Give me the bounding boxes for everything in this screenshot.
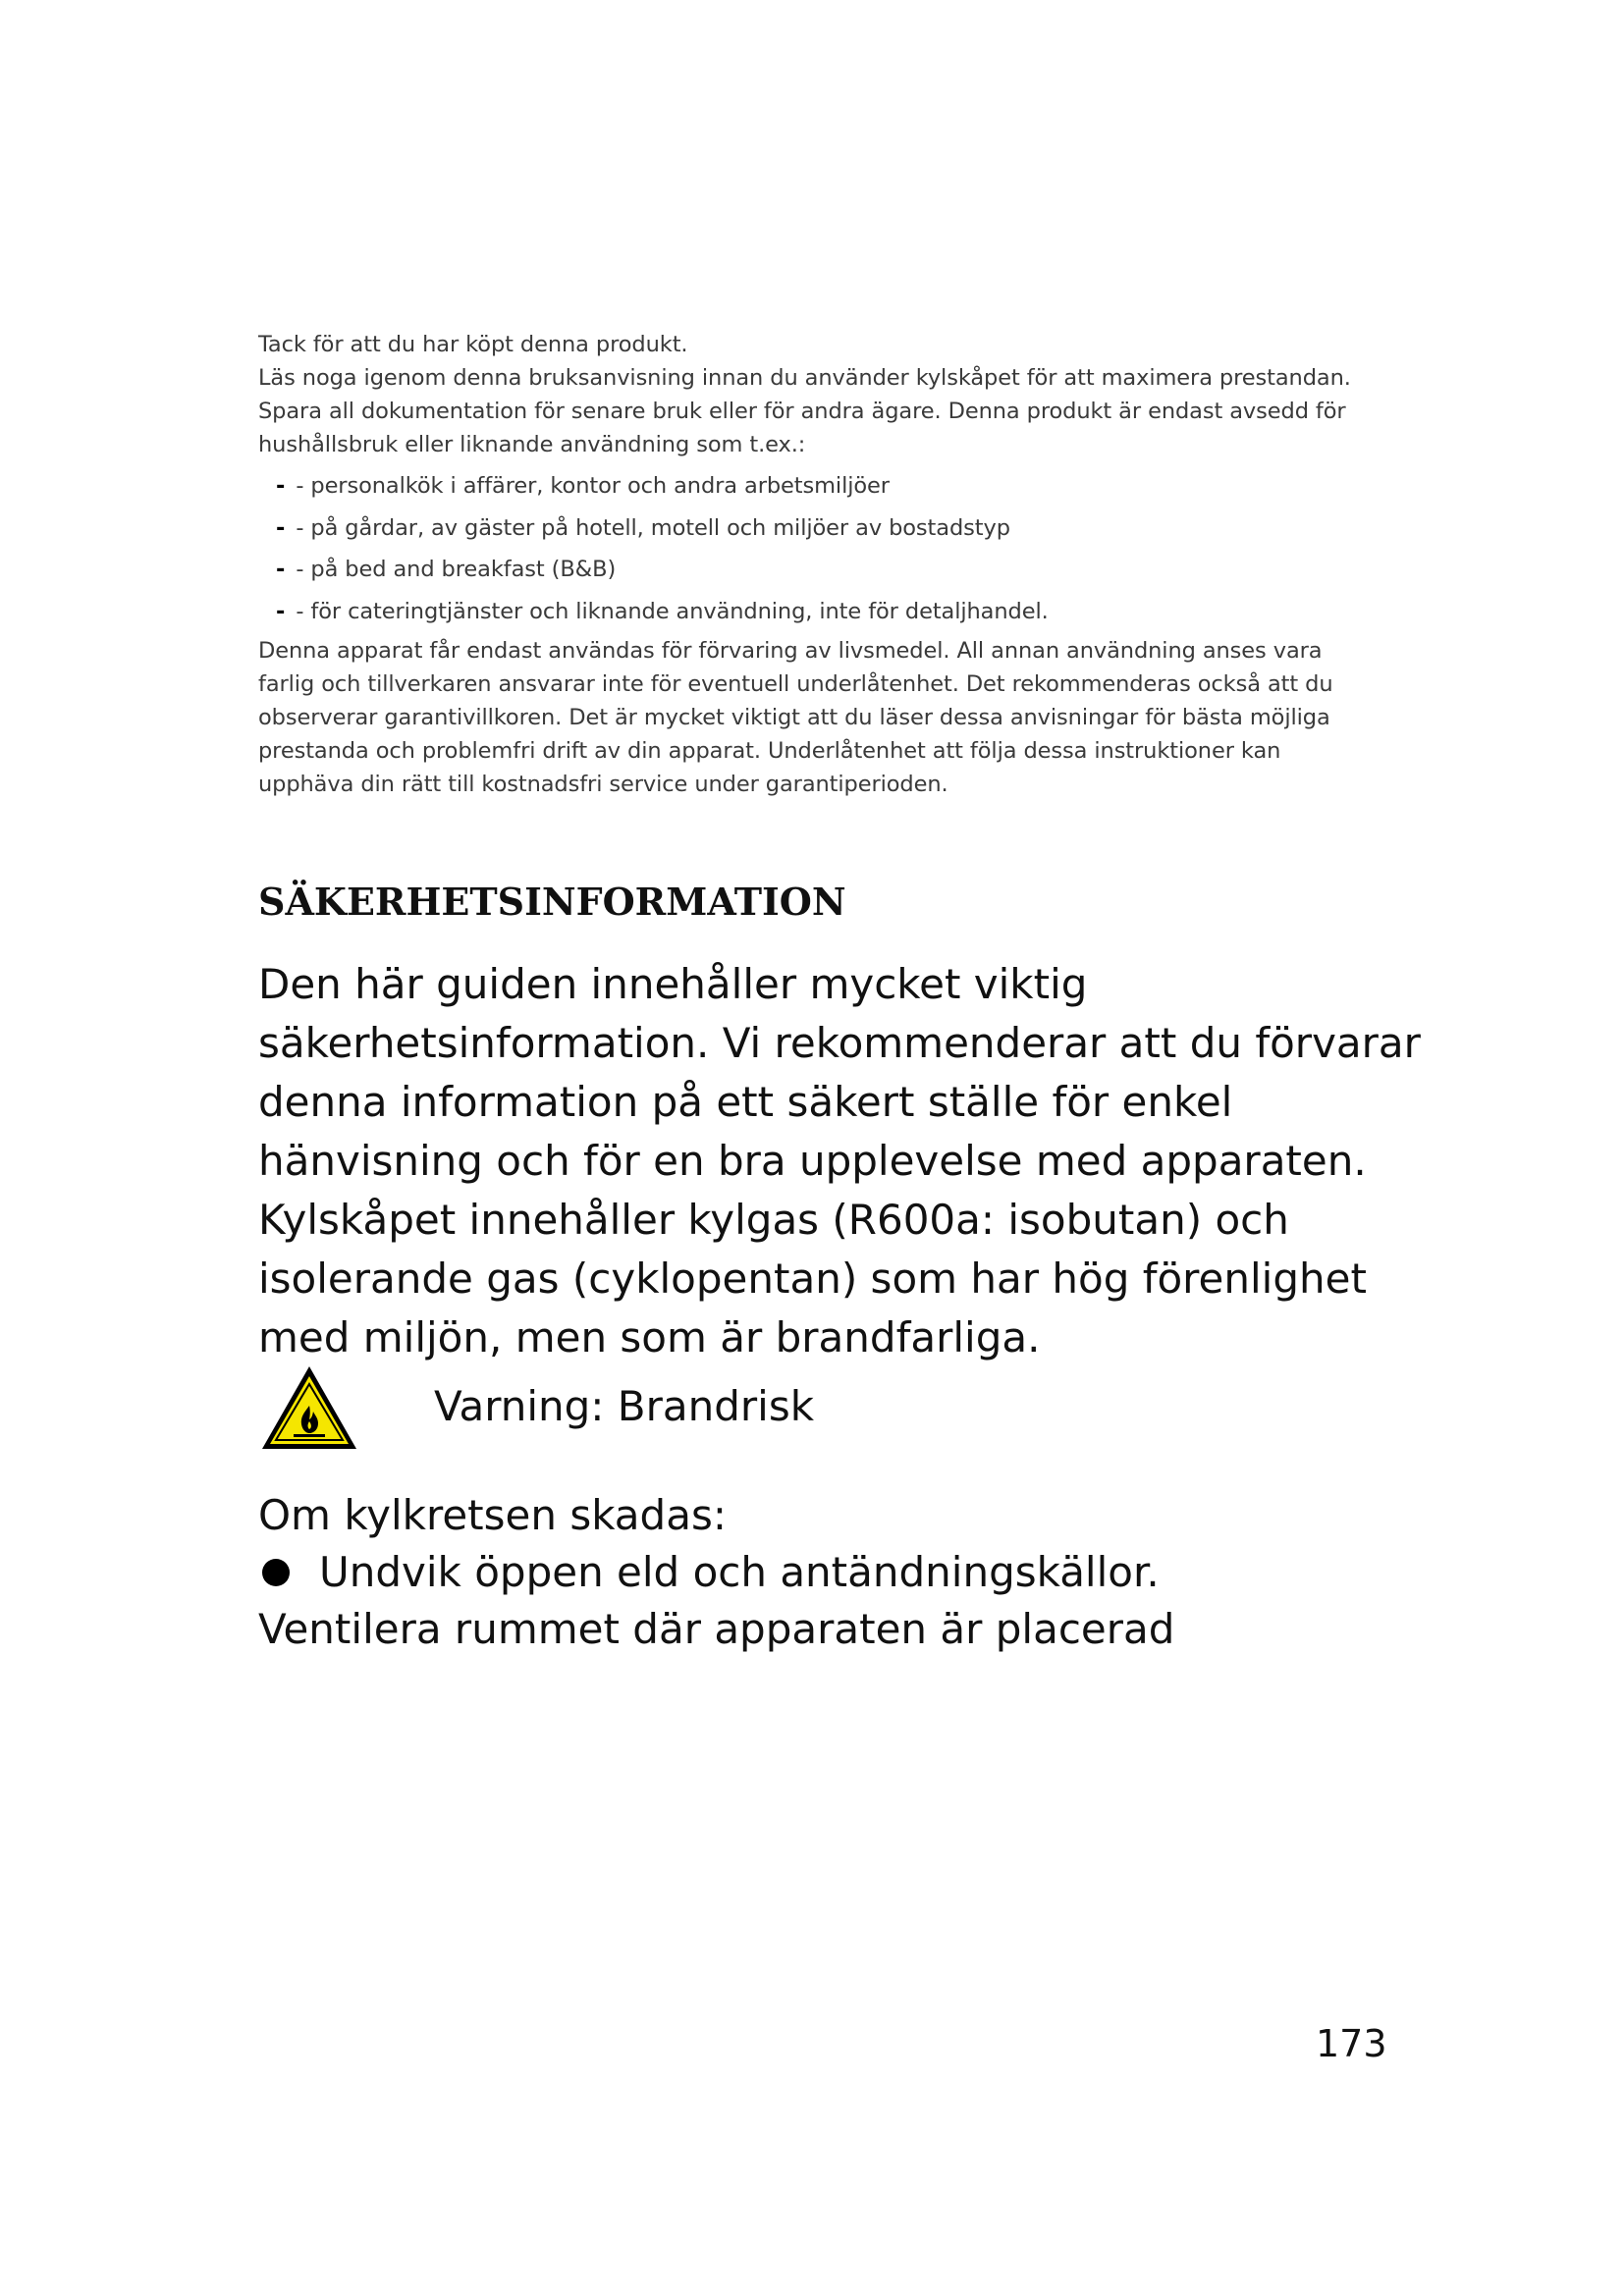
intro-line: farlig och tillverkaren ansvarar inte för eventuell underlåtenhet. Det rekommenderas också att du (258, 671, 1333, 697)
list-item: - - för cateringtjänster och liknande användning, inte för detaljhandel. (276, 598, 1049, 624)
bullet-dot-icon (262, 1559, 290, 1586)
warning-label: Varning: Brandrisk (434, 1382, 815, 1430)
intro-line: Spara all dokumentation för senare bruk eller för andra ägare. Denna produkt är endast avsedd för (258, 399, 1346, 424)
safety-line: hänvisning och för en bra upplevelse med apparaten. (258, 1137, 1367, 1185)
intro-section (258, 328, 1378, 801)
flammable-warning-icon (258, 1362, 360, 1453)
usage-list (276, 465, 1378, 632)
intro-line: hushållsbruk eller liknande användning som t.ex.: (258, 432, 806, 457)
damage-instructions (258, 1487, 1174, 1658)
list-item: Undvik öppen eld och antändningskällor. (258, 1544, 1174, 1601)
list-item: - - personalkök i affärer, kontor och andra arbetsmiljöer (276, 473, 890, 499)
fire-warning (258, 1362, 1142, 1461)
damage-intro: Om kylkretsen skadas: (258, 1491, 727, 1539)
dash-marker: - (276, 598, 286, 624)
list-item: - - på gårdar, av gäster på hotell, motell och miljöer av bostadstyp (276, 514, 1010, 541)
page-number: 173 (1316, 2022, 1387, 2065)
dash-marker: - (276, 473, 286, 499)
intro-line: Läs noga igenom denna bruksanvisning innan du använder kylskåpet för att maximera prestandan. (258, 365, 1351, 391)
safety-paragraph (258, 955, 1421, 1367)
dash-marker: - (276, 514, 286, 541)
safety-line: denna information på ett säkert ställe för enkel (258, 1078, 1233, 1126)
safety-line: Kylskåpet innehåller kylgas (R600a: isobutan) och (258, 1196, 1289, 1244)
safety-line: med miljön, men som är brandfarliga. (258, 1313, 1041, 1362)
damage-followup: Ventilera rummet där apparaten är placerad (258, 1605, 1175, 1653)
intro-line: observerar garantivillkoren. Det är mycket viktigt att du läser dessa anvisningar för bästa möjliga (258, 705, 1330, 730)
safety-line: Den här guiden innehåller mycket viktig (258, 960, 1088, 1008)
intro-line: Tack för att du har köpt denna produkt. (258, 332, 688, 357)
dash-marker: - (276, 557, 286, 582)
safety-line: isolerande gas (cyklopentan) som har hög förenlighet (258, 1255, 1367, 1303)
intro-line: prestanda och problemfri drift av din apparat. Underlåtenhet att följa dessa instruktioner kan (258, 738, 1281, 764)
list-item: - - på bed and breakfast (B&B) (276, 557, 617, 582)
intro-line: Denna apparat får endast användas för förvaring av livsmedel. All annan användning anses vara (258, 638, 1323, 664)
section-heading: SÄKERHETSINFORMATION (258, 880, 846, 924)
intro-line: upphäva din rätt till kostnadsfri service under garantiperioden. (258, 772, 948, 797)
safety-line: säkerhetsinformation. Vi rekommenderar att du förvarar (258, 1019, 1421, 1067)
